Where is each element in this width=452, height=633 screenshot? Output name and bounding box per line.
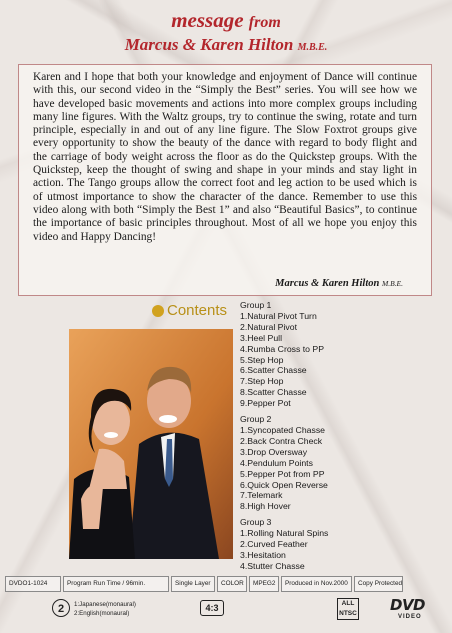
list-item: 4.Stutter Chasse	[240, 560, 305, 571]
audio-languages	[74, 600, 136, 618]
message-body: Karen and I hope that both your knowledge and enjoyment of Dance will continue with this, our second video in the “Simply the Best” series. You will see how we have developed basic movements and actions into more complex groups including many line figures. With the Waltz groups, try to continue the swing, rotate and turn principle, especially in and out of any line figure. The Slow Foxtrot groups give every opportunity to show the beauty of the dance with regard to body flight and the carriage of body weight across the floor as do the Quickstep groups. With the Quickstep, keep the thought of swing and shape in your minds and stay light in action. The Tango groups allow the correct foot and leg action to be used which is of utmost importance to show the character of the dance. Remember to use this video along with both “Simply the Best 1” and also “Beautiful Basics”, to continue the importance of basic principles throughout. Most of all we hope you enjoy this video and Happy Dancing!	[33, 71, 417, 243]
protection-info: Copy Protected	[354, 576, 403, 592]
product-code: DVDO1-1024	[5, 576, 61, 592]
group-1	[240, 300, 440, 409]
list-item: 1.Natural Pivot Turn	[240, 310, 317, 321]
aspect-ratio-icon: 4:3	[200, 600, 224, 616]
bullet-dot-icon	[152, 305, 164, 317]
footer	[0, 576, 452, 633]
specs-bar	[5, 576, 447, 592]
run-time: Program Run Time / 96min.	[63, 576, 169, 592]
audio-language-2: 2:English(monaural)	[74, 610, 130, 617]
system-label: NTSC	[339, 610, 357, 617]
list-item: 5.Step Hop	[240, 354, 284, 365]
audio-tracks-icon: 2	[52, 599, 70, 617]
color-info: COLOR	[217, 576, 247, 592]
title-from: from	[248, 14, 281, 31]
list-item: 2.Curved Feather	[240, 539, 308, 550]
group-2	[240, 414, 440, 512]
group-3	[240, 517, 440, 572]
signature-suffix: M.B.E.	[381, 279, 403, 288]
message-box	[18, 64, 432, 296]
contents-list	[240, 300, 440, 572]
region-icon	[337, 598, 359, 620]
list-item: 6.Quick Open Reverse	[240, 479, 328, 490]
produced-info: Produced in Nov.2000	[281, 576, 352, 592]
list-item: 7.Telemark	[240, 490, 283, 501]
group-title: Group 3	[240, 517, 272, 528]
group-title: Group 2	[240, 414, 272, 425]
header-names	[0, 35, 452, 58]
dvd-logo-icon: DVD	[390, 596, 426, 614]
title-message: message	[171, 8, 244, 32]
region-label: ALL	[341, 600, 355, 607]
list-item: 9.Pepper Pot	[240, 398, 291, 409]
list-item: 7.Step Hop	[240, 376, 284, 387]
list-item: 2.Natural Pivot	[240, 321, 297, 332]
group-title: Group 1	[240, 300, 272, 310]
list-item: 8.Scatter Chasse	[240, 387, 307, 398]
list-item: 1.Syncopated Chasse	[240, 424, 326, 435]
audio-language-1: 1:Japanese(monaural)	[74, 601, 136, 608]
header-names-suffix: M.B.E.	[297, 42, 328, 53]
contents-heading	[152, 302, 227, 319]
list-item: 3.Heel Pull	[240, 332, 283, 343]
signature-names: Marcus & Karen Hilton	[275, 278, 380, 289]
list-item: 2.Back Contra Check	[240, 435, 323, 446]
contents-heading-label: Contents	[167, 302, 228, 319]
list-item: 5.Pepper Pot from PP	[240, 468, 325, 479]
header-names-text: Marcus & Karen Hilton	[124, 35, 294, 54]
list-item: 3.Drop Oversway	[240, 446, 308, 457]
layer-info: Single Layer	[171, 576, 215, 592]
dvd-logo-sub: VIDEO	[398, 614, 422, 620]
list-item: 4.Pendulum Points	[240, 457, 313, 468]
header	[0, 8, 452, 58]
message-signature	[275, 278, 403, 289]
list-item: 3.Hesitation	[240, 549, 286, 560]
codec-info: MPEG2	[249, 576, 279, 592]
list-item: 6.Scatter Chasse	[240, 365, 307, 376]
list-item: 8.High Hover	[240, 501, 291, 512]
list-item: 1.Rolling Natural Spins	[240, 528, 329, 539]
header-title	[0, 8, 452, 35]
list-item: 4.Rumba Cross to PP	[240, 343, 325, 354]
dancers-photo	[69, 329, 233, 559]
